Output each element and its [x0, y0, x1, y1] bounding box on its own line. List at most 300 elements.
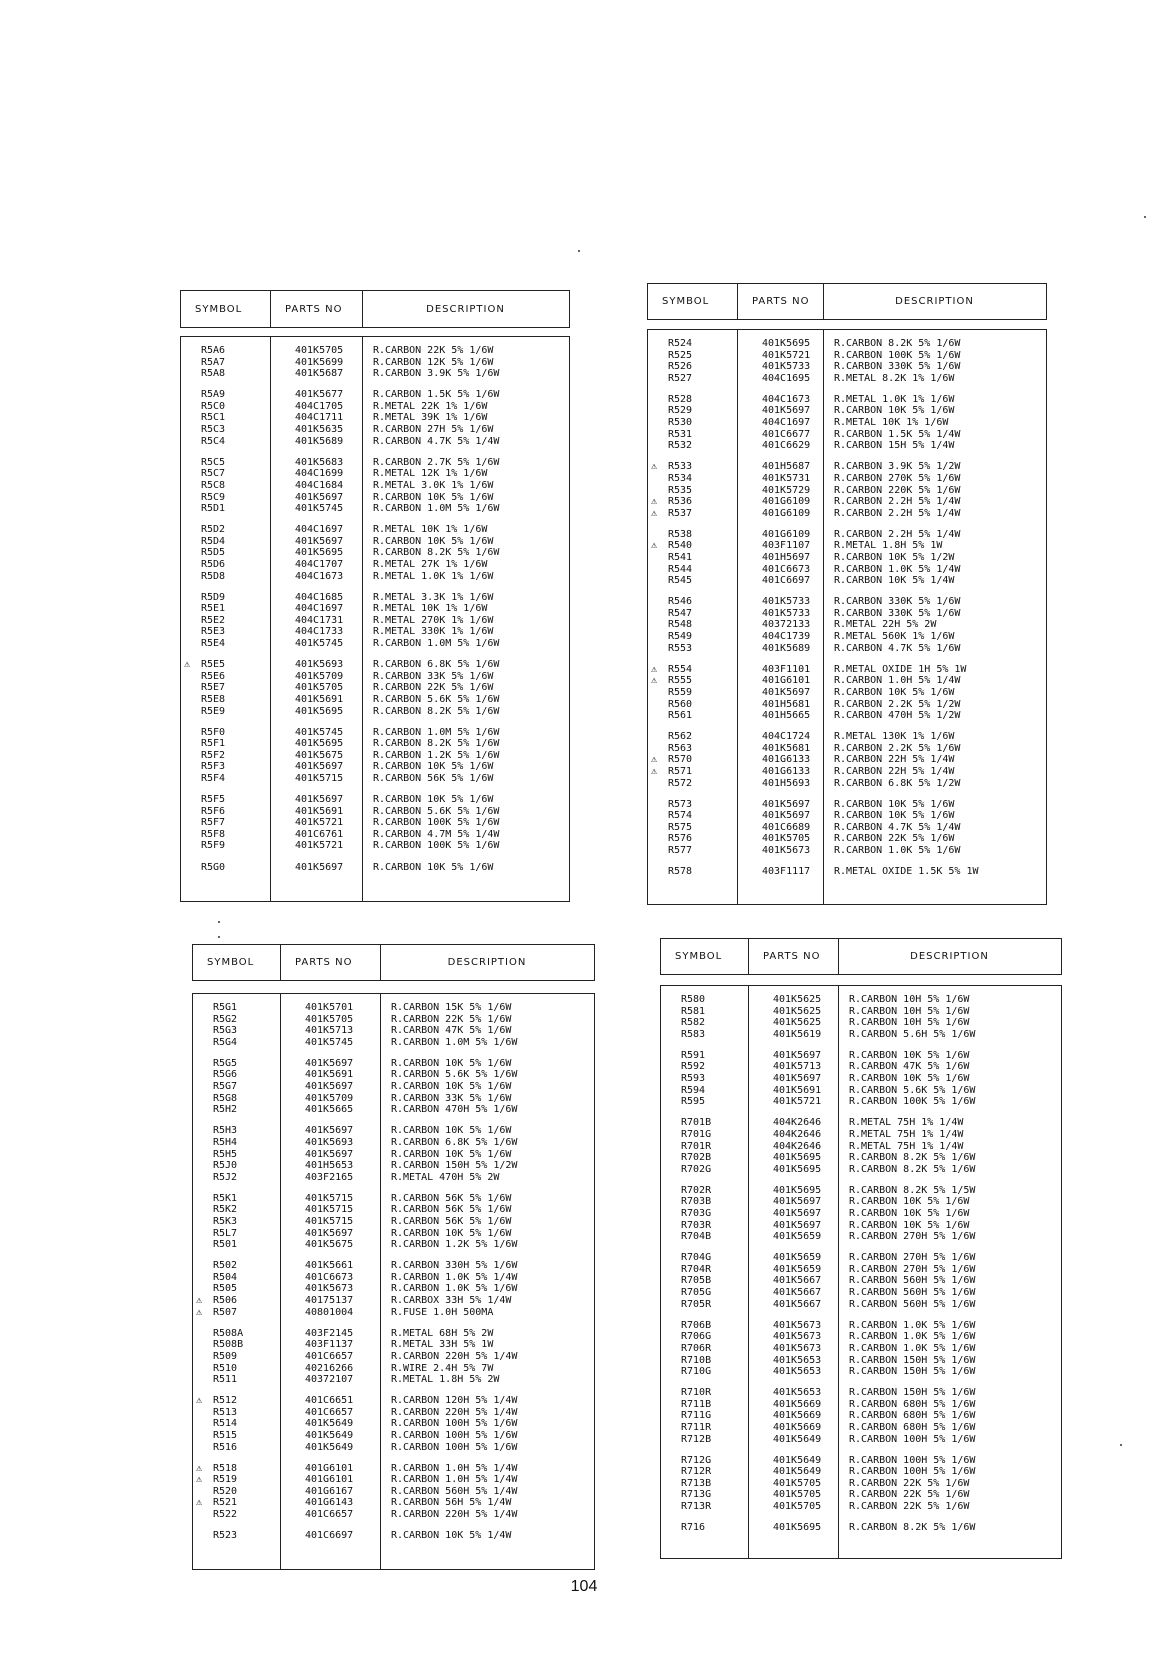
cell-description: R.CARBON 10K 5% 1/6W — [373, 861, 494, 873]
cell-parts-no: 401K5635 — [295, 424, 344, 436]
cell-description: R.METAL 330K 1% 1/6W — [373, 626, 494, 638]
cell-description: R.CARBON 2.2H 5% 1/4W — [834, 507, 961, 519]
cell-parts-no: 401K5721 — [295, 817, 344, 829]
parts-table-top-left — [180, 290, 570, 902]
cell-symbol: R5G8 — [213, 1092, 238, 1104]
table-row — [181, 436, 569, 448]
cell-description: R.CARBON 220K 5% 1/6W — [834, 484, 961, 496]
cell-symbol: ⚠ R521 — [196, 1497, 238, 1509]
cell-symbol: R5G3 — [213, 1025, 238, 1037]
cell-description: R.CARBON 270H 5% 1/6W — [849, 1263, 976, 1275]
cell-parts-no: 401G6101 — [305, 1474, 354, 1486]
column-header-description: DESCRIPTION — [895, 296, 974, 307]
cell-parts-no: 401K5667 — [773, 1275, 822, 1287]
cell-symbol: R530 — [668, 417, 693, 429]
cell-parts-no: 401K5731 — [762, 472, 811, 484]
table-row — [648, 731, 1046, 743]
cell-symbol: R575 — [668, 821, 693, 833]
cell-description: R.CARBON 22K 5% 1/6W — [849, 1489, 970, 1501]
cell-parts-no: 401H5693 — [762, 777, 811, 789]
cell-description: R.METAL 39K 1% 1/6W — [373, 412, 488, 424]
cell-symbol: R531 — [668, 428, 693, 440]
table-row — [661, 1208, 1061, 1220]
cell-parts-no: 401K5695 — [773, 1163, 822, 1175]
cell-parts-no: 401K5713 — [773, 1061, 822, 1073]
table-row — [648, 473, 1046, 485]
cell-parts-no: 404C1707 — [295, 559, 344, 570]
cell-symbol: ⚠ R519 — [196, 1474, 238, 1486]
cell-description: R.CARBON 2.2H 5% 1/4W — [834, 496, 961, 508]
cell-description: R.METAL 12K 1% 1/6W — [373, 468, 488, 480]
cell-symbol: R5F4 — [201, 773, 226, 784]
cell-parts-no: 401C6657 — [305, 1406, 354, 1418]
cell-parts-no: 401G6167 — [305, 1485, 354, 1497]
cell-symbol: R705R — [681, 1298, 712, 1310]
cell-parts-no: 401C6697 — [762, 575, 811, 587]
cell-description: R.CARBON 22K 5% 1/6W — [849, 1477, 970, 1489]
cell-parts-no: 404C1684 — [295, 479, 344, 491]
cell-parts-no: 401H5687 — [762, 461, 811, 473]
group-spacer — [648, 789, 1046, 799]
cell-symbol: ⚠ R506 — [196, 1295, 238, 1307]
cell-symbol: R5C9 — [201, 491, 226, 503]
cell-symbol: R5L7 — [213, 1227, 238, 1239]
group-spacer — [193, 1183, 594, 1193]
cell-parts-no: 401K5745 — [305, 1036, 354, 1048]
cell-symbol: R5G2 — [213, 1013, 238, 1025]
cell-symbol: R5D5 — [201, 547, 226, 559]
cell-parts-no: 401K5649 — [305, 1418, 354, 1430]
cell-description: R.CARBON 1.0K 5% 1/6W — [849, 1319, 976, 1331]
cell-parts-no: 401G6143 — [305, 1497, 354, 1509]
table-row — [181, 750, 569, 762]
cell-symbol: ⚠ R507 — [196, 1306, 238, 1318]
cell-symbol: R713B — [681, 1477, 712, 1489]
cell-description: R.CARBON 4.7K 5% 1/6W — [834, 642, 961, 654]
cell-description: R.CARBON 100H 5% 1/6W — [849, 1433, 976, 1445]
cell-symbol: R592 — [681, 1061, 706, 1073]
cell-parts-no: 401K5695 — [295, 738, 344, 750]
table-row — [193, 1351, 594, 1363]
cell-symbol: ⚠ R512 — [196, 1395, 238, 1407]
cell-symbol: R5K2 — [213, 1204, 238, 1216]
cell-symbol: R525 — [668, 349, 693, 361]
table-row — [193, 1216, 594, 1228]
cell-parts-no: 401K5709 — [295, 670, 344, 682]
column-header-symbol: SYMBOL — [648, 284, 738, 319]
cell-parts-no: 401K5673 — [773, 1342, 822, 1354]
cell-symbol: R595 — [681, 1096, 706, 1108]
table-row — [193, 1239, 594, 1251]
table-row — [648, 417, 1046, 429]
cell-parts-no: 401K5697 — [762, 810, 811, 822]
cell-symbol: R548 — [668, 619, 693, 631]
cell-parts-no: 404C1724 — [762, 731, 811, 743]
cell-symbol: R705G — [681, 1287, 712, 1299]
table-row — [193, 1430, 594, 1442]
cell-description: R.CARBON 10K 5% 1/4W — [834, 575, 955, 587]
cell-description: R.CARBON 10H 5% 1/6W — [849, 1005, 970, 1017]
cell-symbol: R591 — [681, 1049, 706, 1061]
cell-description: R.CARBON 1.0K 5% 1/4W — [391, 1271, 518, 1283]
cell-symbol: R549 — [668, 631, 693, 643]
cell-symbol: R702B — [681, 1152, 712, 1164]
cell-parts-no: 401K5649 — [305, 1441, 354, 1453]
cell-description: R.CARBON 22K 5% 1/6W — [849, 1501, 970, 1513]
cell-parts-no: 401G6109 — [762, 507, 811, 519]
cell-description: R.METAL 8.2K 1% 1/6W — [834, 372, 955, 384]
cell-description: R.CARBON 10K 5% 1/6W — [373, 761, 494, 773]
cell-description: R.CARBON 15H 5% 1/4W — [834, 440, 955, 452]
cell-description: R.CARBON 47K 5% 1/6W — [849, 1061, 970, 1073]
cell-description: R.CARBON 10K 5% 1/6W — [834, 405, 955, 417]
cell-symbol: R572 — [668, 777, 693, 789]
cell-description: R.CARBON 22H 5% 1/4W — [834, 766, 955, 777]
table-row — [661, 1320, 1061, 1332]
cell-symbol: ⚠ R536 — [651, 496, 693, 508]
cell-description: R.CARBON 10K 5% 1/6W — [391, 1227, 512, 1239]
table-row — [181, 603, 569, 615]
cell-symbol: R501 — [213, 1239, 238, 1251]
table-row — [661, 1387, 1061, 1399]
cell-description: R.CARBON 10K 5% 1/6W — [834, 810, 955, 822]
cell-symbol: R5E1 — [201, 603, 226, 615]
cell-description: R.CARBON 330K 5% 1/6W — [834, 596, 961, 608]
cell-symbol: R527 — [668, 372, 693, 384]
cell-description: R.CARBON 15K 5% 1/6W — [391, 1002, 512, 1013]
cell-parts-no: 401K5653 — [773, 1387, 822, 1399]
cell-parts-no: 401K5661 — [305, 1260, 354, 1272]
table-row — [193, 1025, 594, 1037]
cell-symbol: R581 — [681, 1005, 706, 1017]
cell-symbol: R5D2 — [201, 524, 226, 536]
cell-description: R.CARBON 10K 5% 1/6W — [849, 1073, 970, 1085]
table-row — [193, 1093, 594, 1105]
cell-parts-no: 404C1731 — [295, 614, 344, 626]
group-spacer — [181, 852, 569, 862]
table-row — [181, 357, 569, 369]
cell-symbol: R5G6 — [213, 1069, 238, 1081]
cell-symbol: ⚠ R554 — [651, 663, 693, 675]
table-row — [181, 659, 569, 671]
table-row — [181, 480, 569, 492]
cell-symbol: R563 — [668, 742, 693, 754]
table-row — [648, 540, 1046, 552]
cell-parts-no: 401K5695 — [773, 1152, 822, 1164]
table-row — [181, 457, 569, 469]
table-row — [661, 1141, 1061, 1153]
cell-symbol: R553 — [668, 642, 693, 654]
cell-description: R.CARBON 10K 5% 1/6W — [849, 1208, 970, 1219]
cell-description: R.CARBON 3.9K 5% 1/2W — [834, 461, 961, 473]
cell-description: R.METAL OXIDE 1.5K 5% 1W — [834, 866, 979, 878]
cell-description: R.CARBON 4.7K 5% 1/4W — [834, 821, 961, 833]
table-row — [661, 1252, 1061, 1264]
cell-symbol: R513 — [213, 1406, 238, 1418]
cell-description: R.CARBON 4.7M 5% 1/4W — [373, 828, 500, 840]
cell-parts-no: 401K5721 — [295, 840, 344, 852]
cell-parts-no: 401K5697 — [305, 1081, 354, 1093]
group-spacer — [648, 519, 1046, 529]
cell-description: R.CARBON 220H 5% 1/4W — [391, 1350, 518, 1362]
table-row — [661, 1489, 1061, 1501]
table-row — [648, 373, 1046, 385]
cell-description: R.CARBON 10K 5% 1/2W — [834, 552, 955, 563]
table-row — [661, 1006, 1061, 1018]
cell-parts-no: 401C6657 — [305, 1350, 354, 1362]
table-row — [181, 829, 569, 841]
cell-description: R.METAL 3.0K 1% 1/6W — [373, 479, 494, 491]
cell-description: R.METAL 130K 1% 1/6W — [834, 731, 955, 743]
cell-parts-no: 401K5715 — [305, 1216, 354, 1227]
table-body — [192, 993, 595, 1570]
cell-description: R.CARBON 100H 5% 1/6W — [849, 1466, 976, 1478]
cell-parts-no: 401K5653 — [773, 1354, 822, 1366]
cell-symbol: R5E7 — [201, 682, 226, 694]
cell-symbol: R5F9 — [201, 840, 226, 852]
group-spacer — [648, 857, 1046, 867]
cell-parts-no: 401K5709 — [305, 1092, 354, 1104]
cell-description: R.CARBON 10K 5% 1/6W — [834, 798, 955, 810]
column-header-description: DESCRIPTION — [447, 957, 527, 968]
cell-description: R.CARBON 150H 5% 1/6W — [849, 1354, 976, 1366]
cell-symbol: R502 — [213, 1260, 238, 1272]
cell-description: R.CARBON 100K 5% 1/6W — [373, 840, 500, 852]
cell-description: R.CARBON 120H 5% 1/4W — [391, 1395, 518, 1407]
cell-parts-no: 401C6651 — [305, 1395, 354, 1407]
cell-symbol: R546 — [668, 596, 693, 608]
cell-symbol: R703R — [681, 1219, 712, 1231]
group-spacer — [648, 654, 1046, 664]
table-row — [193, 1307, 594, 1319]
cell-symbol: R529 — [668, 405, 693, 417]
table-row — [193, 1295, 594, 1307]
cell-parts-no: 404C1685 — [295, 591, 344, 603]
cell-parts-no: 401K5697 — [295, 861, 344, 873]
cell-parts-no: 401K5669 — [773, 1398, 822, 1410]
cell-description: R.CARBON 5.6K 5% 1/6W — [373, 693, 500, 705]
cell-description: R.METAL 68H 5% 2W — [391, 1327, 494, 1339]
table-row — [648, 664, 1046, 676]
table-row — [648, 699, 1046, 711]
cell-symbol: R5D9 — [201, 591, 226, 603]
cell-symbol: R712B — [681, 1433, 712, 1445]
cell-description: R.CARBON 1.0M 5% 1/6W — [373, 638, 500, 650]
cell-parts-no: 404C1697 — [295, 524, 344, 536]
safety-warning-icon: ⚠ — [196, 1395, 203, 1407]
cell-parts-no: 401K5667 — [773, 1287, 822, 1299]
cell-parts-no: 40175137 — [305, 1295, 354, 1307]
table-row — [193, 1283, 594, 1295]
table-row — [193, 1442, 594, 1454]
cell-parts-no: 404C1739 — [762, 631, 811, 643]
table-row — [661, 1275, 1061, 1287]
cell-symbol: R713G — [681, 1489, 712, 1501]
cell-description: R.CARBON 2.2K 5% 1/2W — [834, 698, 961, 710]
cell-symbol: R706G — [681, 1331, 712, 1343]
cell-description: R.CARBON 220H 5% 1/4W — [391, 1509, 518, 1521]
safety-warning-icon: ⚠ — [651, 540, 658, 552]
cell-description: R.CARBON 8.2K 5% 1/6W — [849, 1163, 976, 1175]
column-header-symbol: SYMBOL — [181, 291, 271, 327]
cell-symbol: R5J0 — [213, 1160, 238, 1172]
cell-description: R.METAL 75H 1% 1/4W — [849, 1128, 964, 1140]
cell-symbol: R577 — [668, 845, 693, 857]
cell-parts-no: 401K5691 — [295, 805, 344, 817]
cell-description: R.CARBON 1.0K 5% 1/6W — [849, 1342, 976, 1354]
group-spacer — [181, 447, 569, 457]
cell-parts-no: 401K5689 — [762, 642, 811, 654]
safety-warning-icon: ⚠ — [651, 754, 658, 766]
cell-symbol: R5E8 — [201, 693, 226, 705]
cell-symbol: R582 — [681, 1017, 706, 1029]
cell-symbol: R5F8 — [201, 828, 226, 840]
cell-parts-no: 401C6657 — [305, 1509, 354, 1521]
group-spacer — [661, 1378, 1061, 1388]
table-row — [181, 547, 569, 559]
cell-description: R.CARBON 56K 5% 1/6W — [391, 1204, 512, 1216]
table-row — [648, 822, 1046, 834]
cell-symbol: R712G — [681, 1454, 712, 1466]
table-row — [661, 1410, 1061, 1422]
cell-symbol: R5D6 — [201, 559, 226, 570]
cell-description: R.CARBON 680H 5% 1/6W — [849, 1410, 976, 1422]
table-row — [193, 1193, 594, 1205]
cell-symbol: R5F3 — [201, 761, 226, 773]
cell-description: R.METAL 1.0K 1% 1/6W — [834, 393, 955, 405]
table-row — [193, 1530, 594, 1542]
cell-symbol: R704R — [681, 1263, 712, 1275]
cell-symbol: R523 — [213, 1530, 238, 1542]
cell-parts-no: 40372133 — [762, 619, 811, 631]
cell-symbol: R706R — [681, 1342, 712, 1354]
cell-description: R.METAL 1.8H 5% 1W — [834, 540, 943, 552]
cell-parts-no: 401K5659 — [773, 1231, 822, 1243]
cell-parts-no: 404C1673 — [762, 393, 811, 405]
cell-description: R.CARBON 330K 5% 1/6W — [834, 607, 961, 619]
cell-symbol: R5C0 — [201, 400, 226, 412]
table-row — [193, 1339, 594, 1351]
group-spacer — [193, 1048, 594, 1058]
cell-symbol: R580 — [681, 994, 706, 1005]
cell-description: R.CARBON 470H 5% 1/6W — [391, 1104, 518, 1116]
table-row — [648, 564, 1046, 576]
table-row — [648, 710, 1046, 722]
cell-parts-no: 401K5697 — [295, 535, 344, 547]
cell-parts-no: 401K5667 — [773, 1298, 822, 1310]
cell-parts-no: 404C1697 — [762, 417, 811, 429]
column-header-parts-no: PARTS NO — [281, 945, 381, 980]
cell-parts-no: 401K5665 — [305, 1104, 354, 1116]
cell-symbol: R5A8 — [201, 368, 226, 380]
table-row — [661, 1366, 1061, 1378]
cell-description: R.METAL 75H 1% 1/4W — [849, 1117, 964, 1129]
cell-symbol: R578 — [668, 866, 693, 878]
cell-symbol: R538 — [668, 528, 693, 540]
cell-description: R.CARBON 12K 5% 1/6W — [373, 356, 494, 368]
cell-symbol: R593 — [681, 1073, 706, 1085]
cell-description: R.CARBON 6.8K 5% 1/6W — [391, 1136, 518, 1148]
cell-parts-no: 404C1673 — [295, 570, 344, 582]
table-row — [661, 1422, 1061, 1434]
table-row — [648, 575, 1046, 587]
table-row — [661, 1220, 1061, 1232]
group-spacer — [193, 1116, 594, 1126]
cell-symbol: R5G0 — [201, 861, 226, 873]
table-row — [648, 643, 1046, 655]
cell-symbol: R702G — [681, 1163, 712, 1175]
table-row — [193, 1125, 594, 1137]
cell-symbol: R5F6 — [201, 805, 226, 817]
cell-symbol: R706B — [681, 1319, 712, 1331]
cell-description: R.CARBON 10K 5% 1/6W — [373, 535, 494, 547]
cell-parts-no: 401K5695 — [773, 1522, 822, 1534]
table-row — [648, 440, 1046, 452]
group-spacer — [661, 1310, 1061, 1320]
scan-speck — [218, 936, 220, 938]
table-row — [181, 840, 569, 852]
parts-table-top-right — [647, 283, 1047, 905]
cell-symbol: R5K3 — [213, 1216, 238, 1227]
table-row — [181, 738, 569, 750]
table-row — [648, 608, 1046, 620]
cell-parts-no: 401K5659 — [773, 1252, 822, 1264]
table-row — [181, 559, 569, 571]
cell-parts-no: 401K5625 — [773, 1005, 822, 1017]
cell-symbol: R5C3 — [201, 424, 226, 436]
cell-symbol: R509 — [213, 1350, 238, 1362]
table-row — [181, 468, 569, 480]
group-spacer — [181, 785, 569, 795]
table-row — [648, 810, 1046, 822]
table-row — [661, 1129, 1061, 1141]
group-spacer — [648, 722, 1046, 732]
table-row — [648, 508, 1046, 520]
cell-parts-no: 401H5665 — [762, 710, 811, 722]
cell-symbol: R574 — [668, 810, 693, 822]
cell-parts-no: 401K5705 — [295, 682, 344, 694]
cell-description: R.CARBON 150H 5% 1/2W — [391, 1160, 518, 1172]
column-header-parts-no: PARTS NO — [738, 284, 824, 319]
cell-parts-no: 401K5733 — [762, 607, 811, 619]
group-spacer — [181, 650, 569, 660]
cell-description: R.CARBON 6.8K 5% 1/6W — [373, 659, 500, 671]
cell-parts-no: 401K5705 — [773, 1489, 822, 1501]
safety-warning-icon: ⚠ — [196, 1497, 203, 1509]
cell-description: R.METAL 22K 1% 1/6W — [373, 400, 488, 412]
table-row — [661, 1331, 1061, 1343]
table-row — [648, 552, 1046, 564]
table-row — [181, 638, 569, 650]
table-row — [193, 1104, 594, 1116]
table-row — [648, 338, 1046, 350]
cell-symbol: R534 — [668, 472, 693, 484]
table-row — [193, 1137, 594, 1149]
cell-parts-no: 401C6677 — [762, 428, 811, 440]
cell-description: R.METAL 1.8H 5% 2W — [391, 1374, 500, 1386]
cell-parts-no: 40372107 — [305, 1374, 354, 1386]
table-row — [648, 766, 1046, 778]
cell-description: R.CARBON 10K 5% 1/6W — [391, 1125, 512, 1137]
cell-symbol: R5D4 — [201, 535, 226, 547]
cell-description: R.CARBON 100H 5% 1/6W — [391, 1441, 518, 1453]
cell-symbol: ⚠ R533 — [651, 461, 693, 473]
safety-warning-icon: ⚠ — [184, 659, 191, 671]
cell-symbol: R702R — [681, 1184, 712, 1196]
cell-description: R.CARBON 5.6K 5% 1/6W — [373, 805, 500, 817]
cell-symbol: R5F7 — [201, 817, 226, 829]
table-row — [181, 794, 569, 806]
